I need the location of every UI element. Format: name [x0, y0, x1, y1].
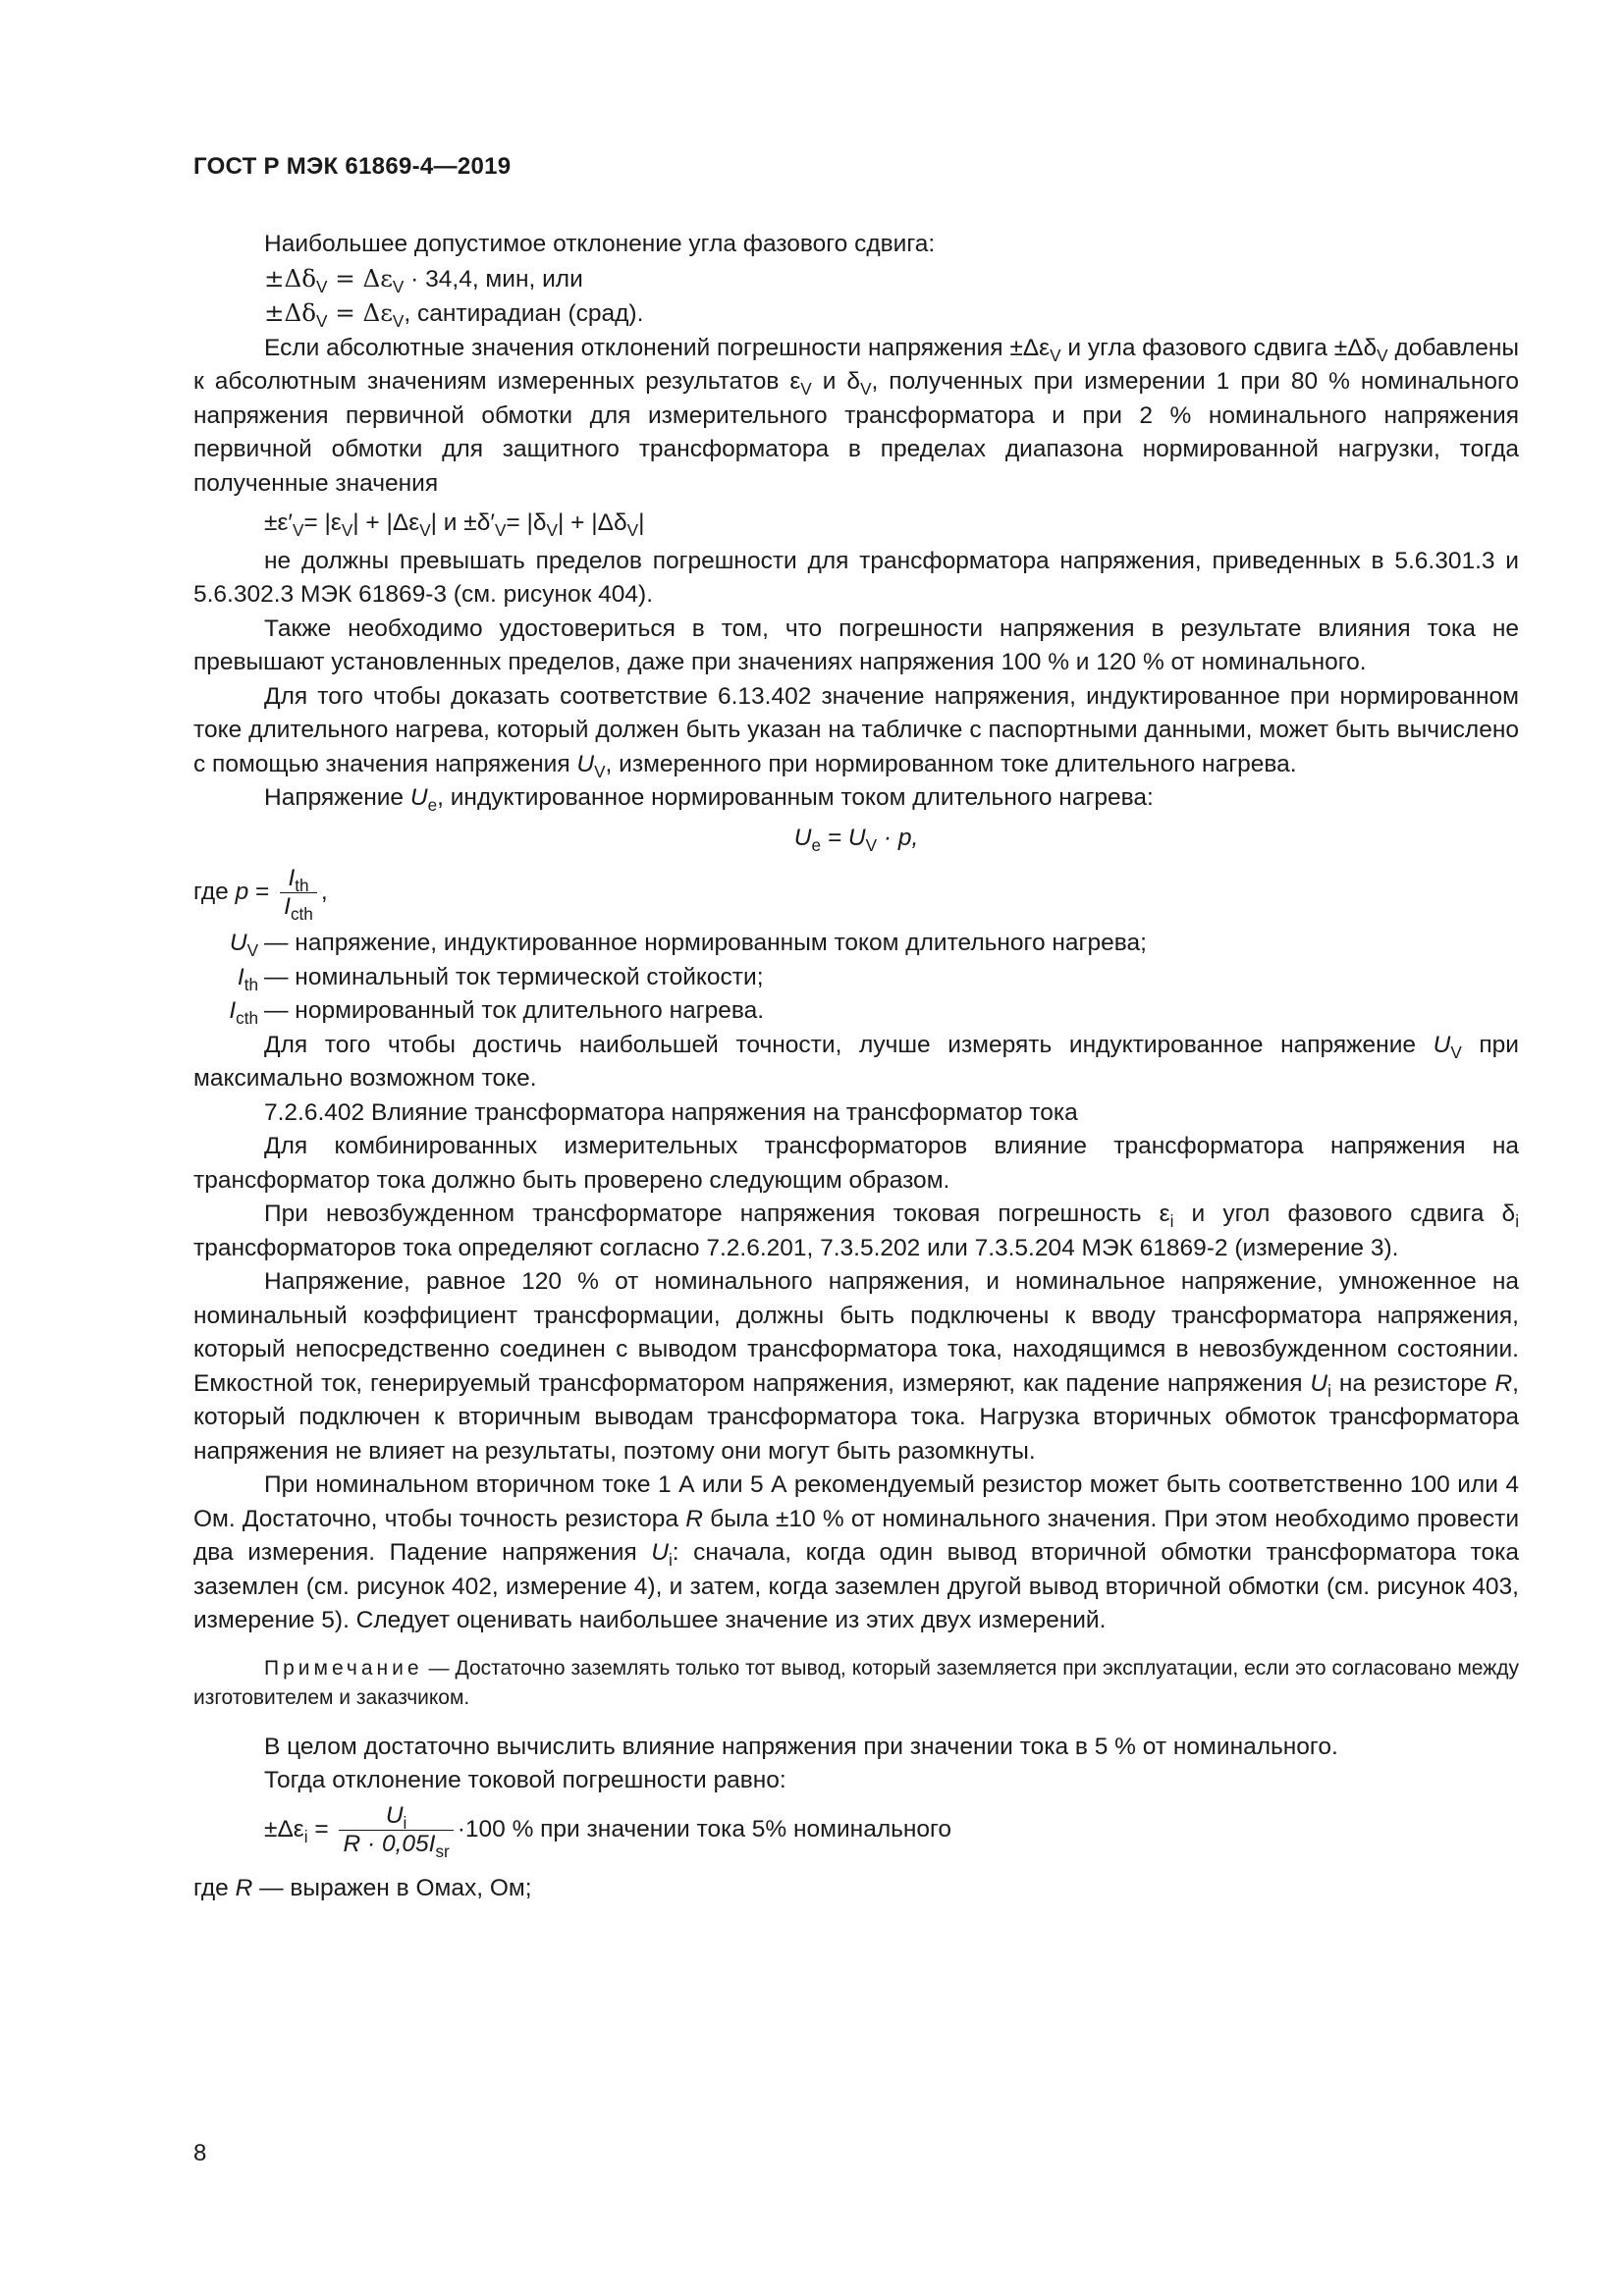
paragraph: При невозбужденном трансформаторе напряжения токовая погрешность $\varepsilon_i$ и угол фазового сдвига $\delta_i$ трансформаторов тока определяют согласно 7.2.6.201, 7.3.5.202 или 7.3.5.204 МЭК 61869-2 (измерение 3).: [193, 1201, 1519, 1261]
paragraph: При номинальном вторичном токе 1 А или 5 А рекомендуемый резистор может быть соответственно 100 или 4 Ом. Достаточно, чтобы точность резистора R была ±10 % от номинального значения. При этом необходимо провести два измерения. Падение напряжения $U_i$: сначала, когда один вывод вторичной обмотки трансформатора тока заземлен (см. рисунок 402, измерение 4), и затем, когда заземлен другой вывод вторичной обмотки (см. рисунок 403, измерение 5). Следует оценивать наибольшее значение из этих двух измерений.: [193, 1471, 1520, 1633]
note: Примечание — Достаточно заземлять только тот вывод, который заземляется при эксплуатации, если это согласовано между изготовителем и заказчиком.: [193, 1656, 1519, 1709]
formula-centered: $U_e = U_V \cdot p$,: [793, 824, 919, 855]
paragraph: Наибольшее допустимое отклонение угла фазового сдвига:: [264, 231, 936, 257]
paragraph: Для комбинированных измерительных трансформаторов влияние трансформатора напряжения на трансформатор тока должно быть проверено следующим образом.: [193, 1133, 1519, 1194]
fraction: $\frac{U_i}{R \cdot 0,05I_{sr}}$: [339, 1802, 453, 1858]
section-heading: 7.2.6.402 Влияние трансформатора напряжения на трансформатор тока: [264, 1098, 1078, 1126]
paragraph: Напряжение $U_e$, индуктированное нормированным током длительного нагрева:: [264, 784, 1154, 815]
fraction: $\frac{I_{th}}{I_{cth}}$: [280, 865, 317, 921]
paragraph: Если абсолютные значения отклонений погрешности напряжения $\pm\Delta\varepsilon_V$ и угла фазового сдвига $\pm\Delta\delta_V$ добавлены к абсолютным значениям измеренных результатов $\varepsilon_V$ и $\delta_V$, полученных при измерении 1 при 80 % номинального напряжения первичной обмотки для измерительного трансформатора и при 2 % номинального напряжения первичной обмотки для защитного трансформатора в пределах диапазона нормированной нагрузки, тогда полученные значения: [193, 334, 1519, 497]
paragraph: Для того чтобы доказать соответствие 6.13.402 значение напряжения, индуктированное при нормированном токе длительного нагрева, который должен быть указан на табличке с паспортными данными, может быть вычислено с помощью значения напряжения $U_V$, измеренного при нормированном токе длительного нагрева.: [193, 682, 1519, 781]
paragraph: Для того чтобы достичь наибольшей точности, лучше измерять индуктированное напряжение $U_V$ при максимально возможном токе.: [193, 1031, 1519, 1092]
definition-row: $U_V$ — напряжение, индуктированное нормированным током длительного нагрева;: [229, 930, 1147, 960]
paragraph: Тогда отклонение токовой погрешности равно:: [264, 1767, 786, 1793]
paragraph: Также необходимо удостовериться в том, что погрешности напряжения в результате влияния тока не превышают установленных пределов, даже при значениях напряжения 100 % и 120 % от номинального.: [193, 614, 1519, 675]
document-body: [193, 228, 1519, 1905]
where-formula: где p = $\frac{I_{th}}{I_{cth}}$ ,: [193, 865, 328, 924]
document-header: ГОСТ Р МЭК 61869-4—2019: [193, 153, 512, 180]
definition-row: $I_{th}$ — номинальный ток термической стойкости;: [237, 963, 764, 994]
paragraph: не должны превышать пределов погрешности для трансформатора напряжения, приведенных в 5.6.301.3 и 5.6.302.3 МЭК 61869-3 (см. рисунок 404).: [193, 547, 1519, 608]
formula-current-error: $\pm\Delta\varepsilon_i$ = $\frac{U_i}{R \cdot 0,05I_{sr}}$ ·100 % при значении тока 5% номинального: [264, 1801, 952, 1861]
definition-row: $I_{cth}$ — нормированный ток длительного нагрева.: [229, 997, 765, 1028]
formula-line: $\pm\varepsilon'_V= |\varepsilon_V| + |\Delta\varepsilon_V|$ $и \pm\delta'_V= |\delta_V| + |\Delta\delta_V|$: [264, 509, 645, 540]
paragraph: где R — выражен в Омах, Ом;: [193, 1874, 532, 1901]
formula-line: $\pm\Delta\delta_V = \Delta\varepsilon_V$, сантирадиан (срад).: [264, 298, 644, 331]
page-number: 8: [193, 2140, 207, 2166]
paragraph: В целом достаточно вычислить влияние напряжения при значении тока в 5 % от номинального.: [264, 1733, 1338, 1760]
formula-line: $\pm\Delta\delta_V = \Delta\varepsilon_V \cdot 34,4$, мин, или: [264, 263, 583, 296]
paragraph: Напряжение, равное 120 % от номинального напряжения, и номинальное напряжение, умноженное на номинальный коэффициент трансформации, должны быть подключены к вводу трансформатора напряжения, который непосредственно соединен с выводом трансформатора тока, находящимся в невозбужденном состоянии. Емкостной ток, генерируемый трансформатором напряжения, измеряют, как падение напряжения $U_i$ на резисторе R, который подключен к вторичным выводам трансформатора тока. Нагрузка вторичных обмоток трансформатора напряжения не влияет на результаты, поэтому они могут быть разомкнуты.: [193, 1268, 1519, 1465]
